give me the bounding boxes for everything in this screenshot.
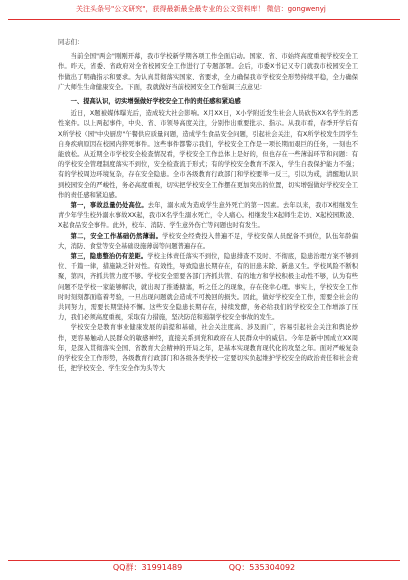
final-paragraph: 学校安全是教育事业健康发展的前提和基础，社会关注度高、涉及面广，容易引起社会关注和舆论炒作，更容易触动人民群众的敏感神经，直接关系到党和政府在人民群众中的威信。今年是新中国成立XX周年，是深入贯彻落实全国、省教育大会精神的开局之年，是基本实现教育现代化的攻坚之年。面对严峻复杂的学校安全工作形势，各级教育行政部门和各级各类学校一定要切实负起维护学校安全的政治责任和社会责任，把学校安全、学生安全作为头等大 bbox=[58, 324, 358, 373]
document-body bbox=[58, 38, 358, 375]
subpoint-3 bbox=[58, 252, 358, 323]
header-banner: 关注头条号"公文研究"，获得最新最全最专业的公文资料库！ 微信：gongwenyj bbox=[76, 5, 326, 13]
subpoint-1-title: 第一，事故总量仍处高位。 bbox=[70, 202, 148, 210]
subpoint-1 bbox=[58, 201, 358, 232]
subpoint-1-text: 去年，溺水成为造成学生意外死亡的第一因素。去年以来，我市X相继发生青少年学生校外溺水事故XX起，我市X名学生溺水死亡，令人痛心。相继发生X起师生走访、X起校园欺凌、X起食品安全事件。此外，校车、消防、学生意外伤亡等问题也时有发生。 bbox=[58, 202, 358, 230]
section-heading-1: 一、提高认识，切实增强做好学校安全工作的责任感和紧迫感 bbox=[70, 98, 241, 106]
subpoint-2-text: 学校安全经费投入普遍不足，学校安保人员配备不到位，队伍年龄偏大，消防、食堂等安全基础设施薄弱等问题普遍存在。 bbox=[58, 232, 359, 250]
intro-paragraph: 当前全国"两会"刚刚开幕，我市学校新学期各项工作全面启动。国家、省、市始终高度重视学校安全工作。昨天，省委、省政府对全省校园安全工作进行了专题部署。会后，市委X书记又专门就我市校园安全工作做出了明确指示和要求。为认真贯彻落实国家、省要求，全力确保我市学校安全形势持续平稳，全力确保广大师生生命健康安全。下面，我就做好当前校园安全工作强调三点意见： bbox=[58, 53, 358, 91]
salutation: 同志们： bbox=[58, 39, 84, 46]
footer bbox=[0, 563, 408, 573]
header-divider bbox=[8, 19, 400, 20]
subpoint-3-title: 第三，隐患整治仍有差距。 bbox=[70, 253, 148, 261]
footer-qq-group: QQ群：31991489 bbox=[112, 563, 183, 572]
subpoint-2 bbox=[58, 232, 358, 252]
subpoint-2-title: 第二，安全工作基础仍然薄弱。 bbox=[70, 232, 163, 240]
footer-qq: QQ：535304092 bbox=[228, 563, 296, 572]
section-1-paragraph: 近日，X题被媒体曝光后，造成较大社会影响。X月XX日，X小学附近发生社会人员砍伤XX名学生的恶性案件。以上两起事件，中央、省、市领导高度关注，分别作出重要批示、指示。从我市看，春季开学后有X所学校（园"中央厨房"午餐供应质量问题，造成学生食品安全问题，引起社会关注，有X所学校发生因学生自身疾病原因在校园内猝死事件。这些事件都警示我们，学校安全工作是一项长期而艰巨的任务，一刻也不能放松。从近期全市学校安全检查情况看，学校安全工作总体上是好的，但也存在一些薄弱环节和问题：有的学校安全管理制度落实不到位，安全检查流于形式；有的学校安全教育不深入，学生自我保护能力不强；有的学校周边环境复杂，存在安全隐患。全市各级教育行政部门和学校要举一反三，引以为戒，清醒地认识到校园安全的严峻性，务必高度重视，切实把学校安全工作摆在更加突出的位置，切实增强做好学校安全工作的责任感和紧迫感。 bbox=[58, 110, 358, 199]
subpoint-3-text: 学校主体责任落实不到位，隐患排查不及时、不彻底，隐患治理方案不够到位、千篇一律，措施缺乏针对性。有效性，导致隐患长期存在，有的旧患未除、新患又生。学校风险不断积聚，第四，齐抓共管力度不够。学校安全需要各部门齐抓共管、有的地方和学校积极主动性不够，认为有些问题不是学校一家能够解决，就出现了推诿搪塞，听之任之的现象，存在侥幸心理。事实上，学校安全工作时时刻刻都面临着考验，一旦出现问题就会造成不可挽回的损失。因此，做好学校安全工作，需要全社会的共同努力，需要长期坚持不懈。这些安全隐患长期存在，持续发酵，务必给我们的学校安全工作增添了压力，我们必须高度重视，采取有力措施，坚决防范和遏制学校安全事故的发生。 bbox=[58, 253, 359, 322]
footer-divider bbox=[8, 560, 400, 561]
